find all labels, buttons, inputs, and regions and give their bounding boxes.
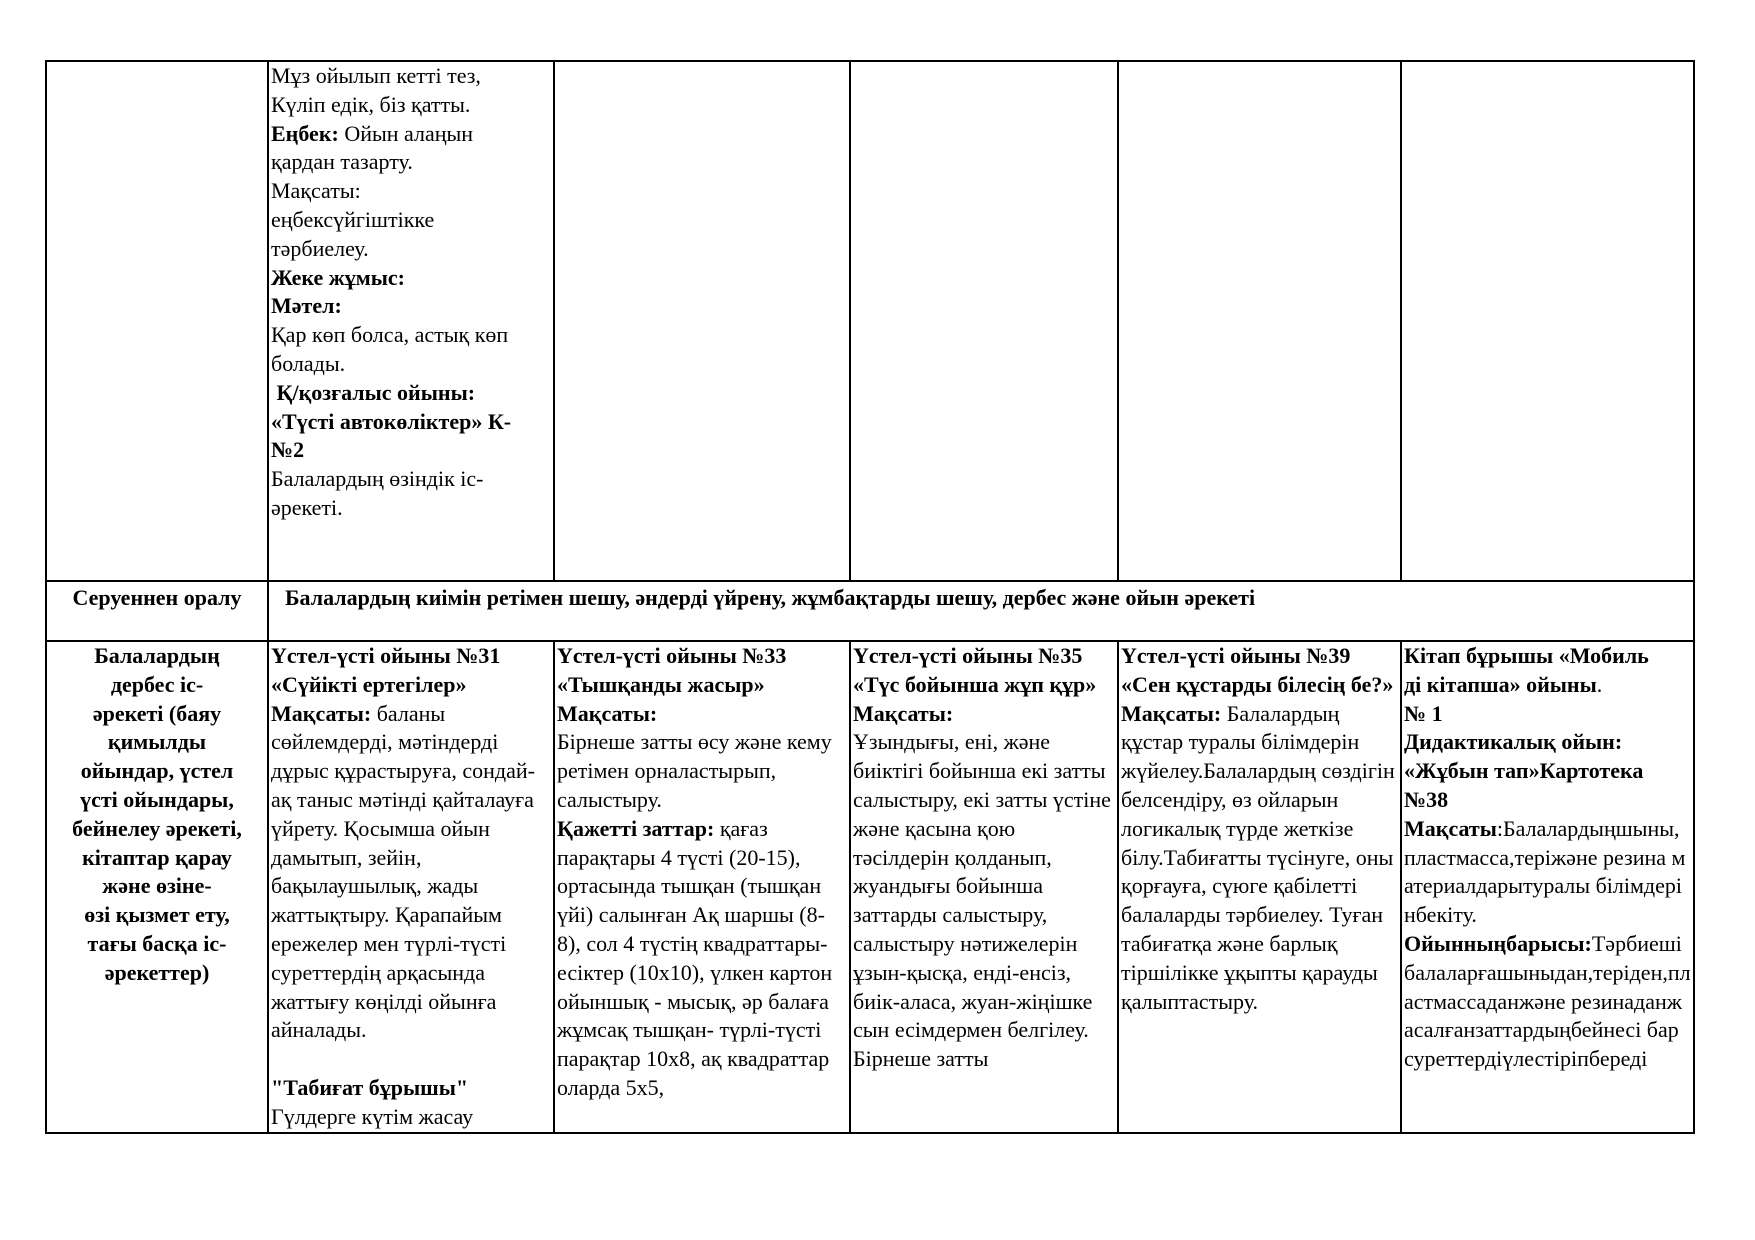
goal-text: Ұзындығы, ені, және биіктігі бойынша екі затты салыстыру, екі затты үстіне және қасына қою тәсілдерін қолданып, жуандығы бойынша заттарды салыстыру, салыстыру нәтижелерін ұзын-қысқа, енді-енсіз, биік-аласа, жуан-жіңішке сын есімдермен белгілеу. Бірнеше затты: [853, 729, 1111, 1072]
heading-line: Балалардың: [94, 643, 220, 668]
goal-label: Мақсаты:: [271, 178, 361, 204]
monday-activity-cell: [268, 641, 554, 1133]
heading-line: кітаптар қарау: [82, 844, 232, 870]
free-activity-text: әрекеті.: [271, 494, 343, 520]
goal-label: Мақсаты:: [557, 700, 658, 726]
rhyme-line: Күліп едік, біз қатты.: [271, 91, 471, 117]
proverb-text: болады.: [271, 350, 346, 376]
materials-label: Қажетті заттар:: [557, 815, 715, 841]
wednesday-activity-cell: [850, 641, 1118, 1133]
friday-activity-cell: [1401, 641, 1694, 1133]
plan-table: [45, 60, 1695, 1134]
empty-heading-cell: [46, 61, 268, 581]
goal-text: Бірнеше затты өсу және кему ретімен орналастырып, салыстыру.: [557, 729, 832, 812]
goal-text: :Балалардыңшыны,пластмасса,теріжәне резина материалдарытуралы білімдерінбекіту.: [1404, 815, 1686, 928]
game-title: «Тышқанды жасыр»: [557, 671, 765, 697]
labor-text: қардан тазарту.: [271, 149, 413, 175]
tuesday-walk-cell: [554, 61, 850, 581]
heading-line: ойындар, үстел: [80, 758, 234, 784]
heading-line: тағы басқа іс-: [87, 930, 227, 956]
goal-text: баланы сөйлемдерді, мәтіндерді дұрыс құрастыруға, сондай-ақ таныс мәтінді қайталауға үйрету. Қосымша ойын дамытып, зейін, бақылаушылық, жады жаттықтыру. Қарапайым ережелер мен түрлі-түсті суреттердің арқасында жаттығу көңілді ойынға айналады.: [271, 700, 535, 1043]
didactic-game-title: «Жұбын тап»Картотека: [1404, 758, 1644, 784]
row-heading: [46, 641, 268, 1133]
proverb-label: Мәтел:: [271, 293, 342, 319]
game-title: №2: [271, 437, 305, 463]
goal-label: Мақсаты:: [853, 700, 954, 726]
goal-label: Мақсаты: [1404, 815, 1497, 841]
heading-line: қимылды: [107, 729, 207, 755]
game-title: «Сүйікті ертегілер»: [271, 671, 467, 697]
materials-text: қағаз парақтары 4 түсті (20-15), ортасында тышқан (тышқан үйі) салынған Ақ шаршы (8-8), сол 4 түстің квадраттары-есіктер (10х10), үлкен картон ойыншық - мысық, әр балаға жұмсақ тышқан- түрлі-түсті парақтар 10х8, ақ квадраттар оларда 5х5,: [557, 815, 833, 1100]
process-label: Ойынныңбарысы:: [1404, 930, 1592, 956]
game-title: «Сен құстарды білесің бе?»: [1121, 671, 1394, 697]
goal-text: еңбексүйгіштікке: [271, 206, 435, 232]
game-title: Үстел-үсті ойыны №39: [1121, 643, 1351, 668]
walk-continuation-row: [46, 61, 1694, 581]
game-number: № 1: [1404, 700, 1443, 726]
rhyme-line: Мұз ойылып кетті тез,: [271, 63, 481, 88]
monday-walk-cell: [268, 61, 554, 581]
didactic-game-label: Дидактикалық ойын:: [1404, 729, 1623, 755]
nature-corner-title: "Табиғат бұрышы": [271, 1074, 469, 1100]
row-heading: Серуеннен оралу: [46, 581, 268, 641]
heading-line: дербес іс-: [110, 671, 204, 697]
book-corner-title-line: [1404, 642, 1691, 671]
goal-text: тәрбиелеу.: [271, 235, 369, 261]
return-from-walk-row: [46, 581, 1694, 641]
book-corner-title-line: [1404, 671, 1691, 700]
heading-line: бейнелеу әрекеті,: [72, 815, 242, 841]
labor-label: Еңбек:: [271, 120, 339, 146]
heading-line: өзі қызмет ету,: [84, 902, 230, 928]
proverb-text: Қар көп болса, астық көп: [271, 322, 509, 348]
goal-label: Мақсаты:: [1121, 700, 1222, 726]
game-title: Үстел-үсті ойыны №31: [271, 643, 501, 668]
labor-line: [271, 120, 551, 149]
heading-line: әрекеттер): [104, 959, 210, 985]
friday-walk-cell: [1401, 61, 1694, 581]
process-text: Тәрбиешібалаларғашыныдан,теріден,пластмассаданжәне резинаданжасалғанзаттардыңбейнесі бар суреттердіүлестіріпбереді: [1404, 930, 1691, 1072]
individual-work-label: Жеке жұмыс:: [271, 264, 405, 290]
independent-activity-row: [46, 641, 1694, 1133]
game-label: Қ/қозғалыс ойыны:: [271, 379, 476, 405]
game-title: «Түс бойынша жұп құр»: [853, 671, 1097, 697]
thursday-activity-cell: [1118, 641, 1401, 1133]
game-title: Үстел-үсті ойыны №35: [853, 643, 1083, 668]
heading-line: үсті ойындары,: [80, 786, 234, 812]
card-number: №38: [1404, 786, 1449, 812]
book-corner-title: Кітап бұрышы «Мобиль: [1404, 643, 1649, 668]
return-activities-text: Балалардың киімін ретімен шешу, әндерді үйрену, жұмбақтарды шешу, дербес және ойын әрекеті: [268, 581, 1694, 641]
tuesday-activity-cell: [554, 641, 850, 1133]
labor-text: Ойын алаңын: [338, 120, 474, 146]
wednesday-walk-cell: [850, 61, 1118, 581]
nature-corner-text: Гүлдерге күтім жасау: [271, 1103, 474, 1129]
thursday-walk-cell: [1118, 61, 1401, 581]
title-dot: .: [1596, 671, 1603, 697]
game-title: Үстел-үсті ойыны №33: [557, 643, 787, 668]
process-line: [1404, 930, 1691, 1074]
goal-label: Мақсаты:: [271, 700, 372, 726]
goal-text: Балалардың құстар туралы білімдерін жүйелеу.Балалардың сөздігін белсендіру, өз ойларын логикалық түрде жеткізе білу.Табиғатты түсінуге, оны қорғауға, сүюге қабілетті балаларды тәрбиелеу. Туған табиғатқа және барлық тіршілікке ұқыпты қарауды қалыптастыру.: [1121, 700, 1395, 1014]
book-corner-title: ді кітапша» ойыны: [1404, 671, 1597, 697]
free-activity-text: Балалардың өзіндік іс-: [271, 466, 484, 492]
heading-line: әрекеті (баяу: [92, 700, 222, 726]
game-title: «Түсті автокөліктер» К-: [271, 408, 512, 434]
heading-line: және өзіне-: [102, 873, 212, 899]
